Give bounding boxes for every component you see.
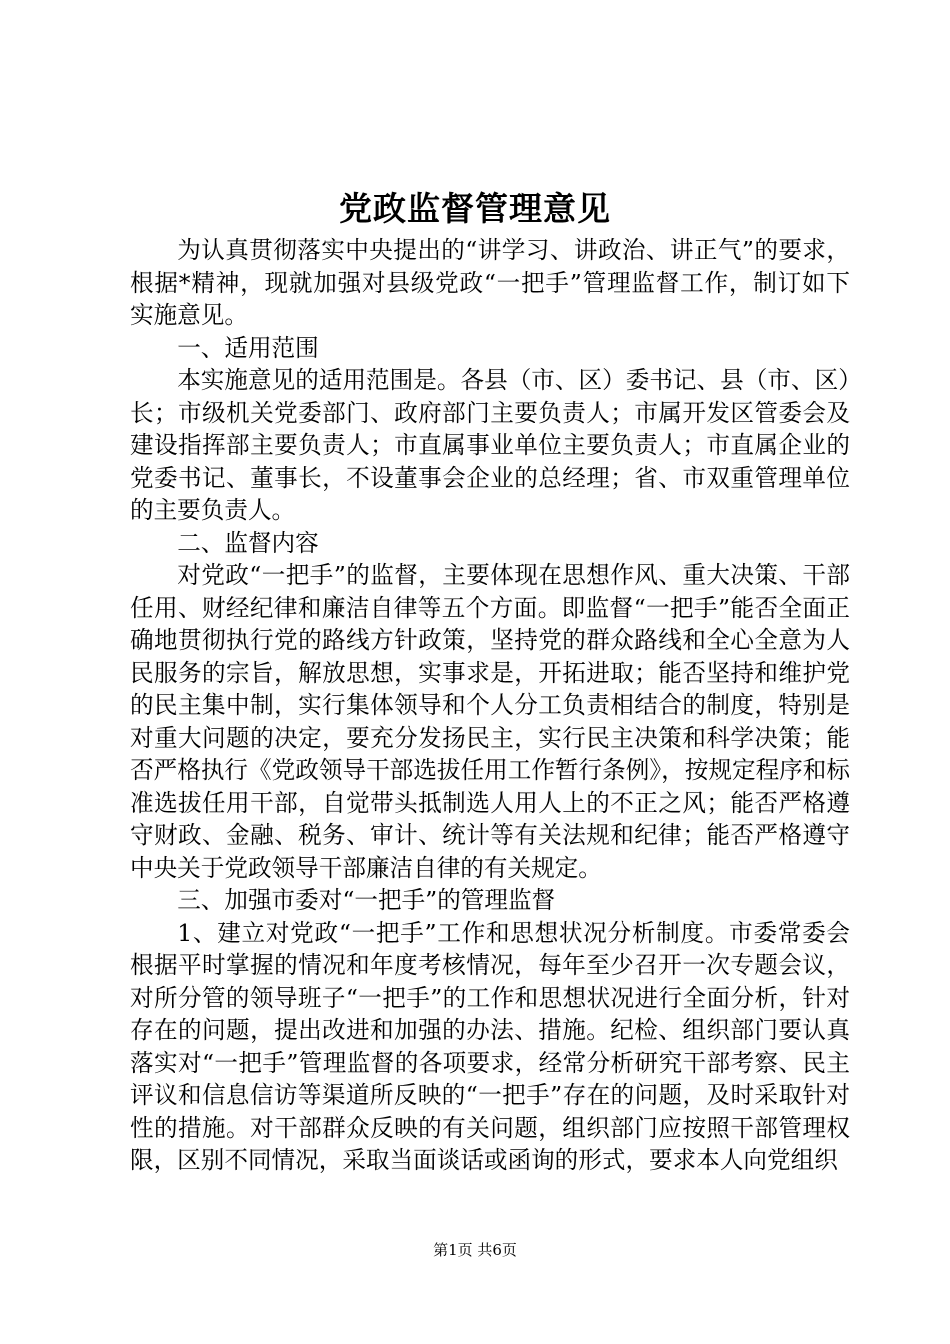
- paragraph-management: 1、建立对党政“一把手”工作和思想状况分析制度。市委常委会根据平时掌握的情况和年度考核情况，每年至少召开一次专题会议，对所分管的领导班子“一把手”的工作和思想状况进行全面分析，针对存在的问题，提出改进和加强的办法、措施。纪检、组织部门要认真落实对“一把手”管理监督的各项要求，经常分析研究干部考察、民主评议和信息信访等渠道所反映的“一把手”存在的问题，及时采取针对性的措施。对干部群众反映的有关问题，组织部门应按照干部管理权限，区别不同情况，采取当面谈话或函询的形式，要求本人向党组织: [130, 918, 850, 1174]
- document-body: [130, 234, 850, 1177]
- page-footer: 第1页 共6页: [433, 1241, 517, 1259]
- section-heading-management: 三、加强市委对“一把手”的管理监督: [177, 886, 556, 914]
- paragraph-scope: 本实施意见的适用范围是。各县（市、区）委书记、县（市、区）长；市级机关党委部门、政府部门主要负责人；市属开发区管委会及建设指挥部主要负责人；市直属事业单位主要负责人；市直属企业的党委书记、董事长，不设董事会企业的总经理；省、市双重管理单位的主要负责人。: [130, 366, 850, 524]
- section-heading-content: 二、监督内容: [177, 528, 319, 557]
- document-title: 党政监督管理意见: [339, 189, 611, 228]
- section-heading-scope: 一、适用范围: [177, 333, 319, 362]
- paragraph-content: 对党政“一把手”的监督，主要体现在思想作风、重大决策、干部任用、财经纪律和廉洁自律等五个方面。即监督“一把手”能否全面正确地贯彻执行党的路线方针政策，坚持党的群众路线和全心全意为人民服务的宗旨，解放思想，实事求是，开拓进取；能否坚持和维护党的民主集中制，实行集体领导和个人分工负责相结合的制度，特别是对重大问题的决定，要充分发扬民主，实行民主决策和科学决策；能否严格执行《党政领导干部选拔任用工作暂行条例》，按规定程序和标准选拔任用干部，自觉带头抵制选人用人上的不正之风；能否严格遵守财政、金融、税务、审计、统计等有关法规和纪律；能否严格遵守中央关于党政领导干部廉洁自律的有关规定。: [130, 561, 850, 882]
- paragraph-intro: 为认真贯彻落实中央提出的“讲学习、讲政治、讲正气”的要求，根据*精神，现就加强对县级党政“一把手”管理监督工作，制订如下实施意见。: [130, 236, 850, 329]
